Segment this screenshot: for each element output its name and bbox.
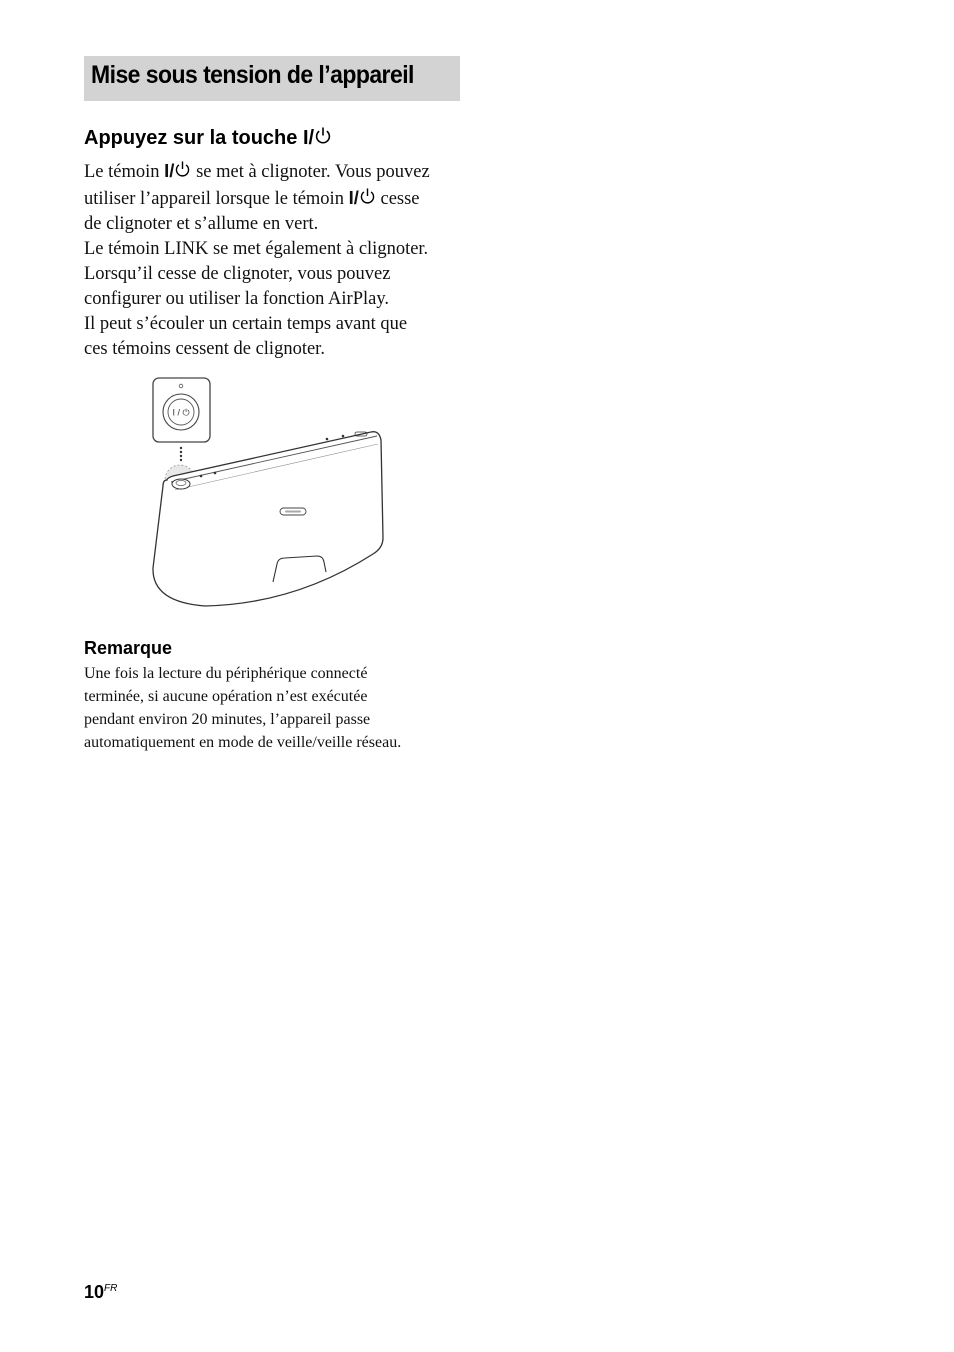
page-number [84,1282,117,1303]
body-line-1 [84,158,464,185]
body-line-2-end: cesse [375,189,420,209]
callout-connector [180,447,182,461]
power-icon [174,160,191,179]
power-button-callout [153,378,210,442]
page-number-value: 10 [84,1282,105,1302]
speaker-dock-body [153,432,383,606]
power-icon [314,126,332,146]
body-line-7: Il peut s’écouler un certain temps avant que [84,314,408,334]
step-heading-text: Appuyez sur la touche [84,127,303,149]
speaker-dock-illustration [145,372,395,614]
body-line-1-start: Le témoin [84,162,165,182]
power-symbol-text: I/ [302,127,315,149]
section-title: Mise sous tension de l’appareil [91,61,414,89]
page-language-suffix: FR [104,1283,118,1294]
note-heading: Remarque [84,638,173,658]
body-line-2 [84,185,464,212]
note-line: terminée, si aucune opération n’est exécutée [84,688,368,705]
body-line-6: configurer ou utiliser la fonction AirPlay. [84,289,390,309]
body-line-3: de clignoter et s’allume en vert. [84,214,319,234]
body-line-1-end: se met à clignoter. Vous pouvez [191,162,430,182]
power-icon [359,187,376,206]
section-header-bar [84,56,460,101]
body-line-2-start: utiliser l’appareil lorsque le témoin [84,189,349,209]
note-line: Une fois la lecture du périphérique connecté [84,665,368,682]
note-line: automatiquement en mode de veille/veille réseau. [84,734,402,751]
power-symbol-text: I/ [348,187,359,208]
callout-button-label: I / ⏻ [172,407,190,418]
step-heading [84,126,332,150]
body-line-8: ces témoins cessent de clignoter. [84,339,325,359]
note-line: pendant environ 20 minutes, l’appareil passe [84,711,371,728]
instruction-text [84,158,464,362]
note-text [84,662,464,754]
body-line-5: Lorsqu’il cesse de clignoter, vous pouvez [84,264,391,284]
power-symbol-text: I/ [164,160,175,181]
body-line-4: Le témoin LINK se met également à clignoter. [84,239,429,259]
